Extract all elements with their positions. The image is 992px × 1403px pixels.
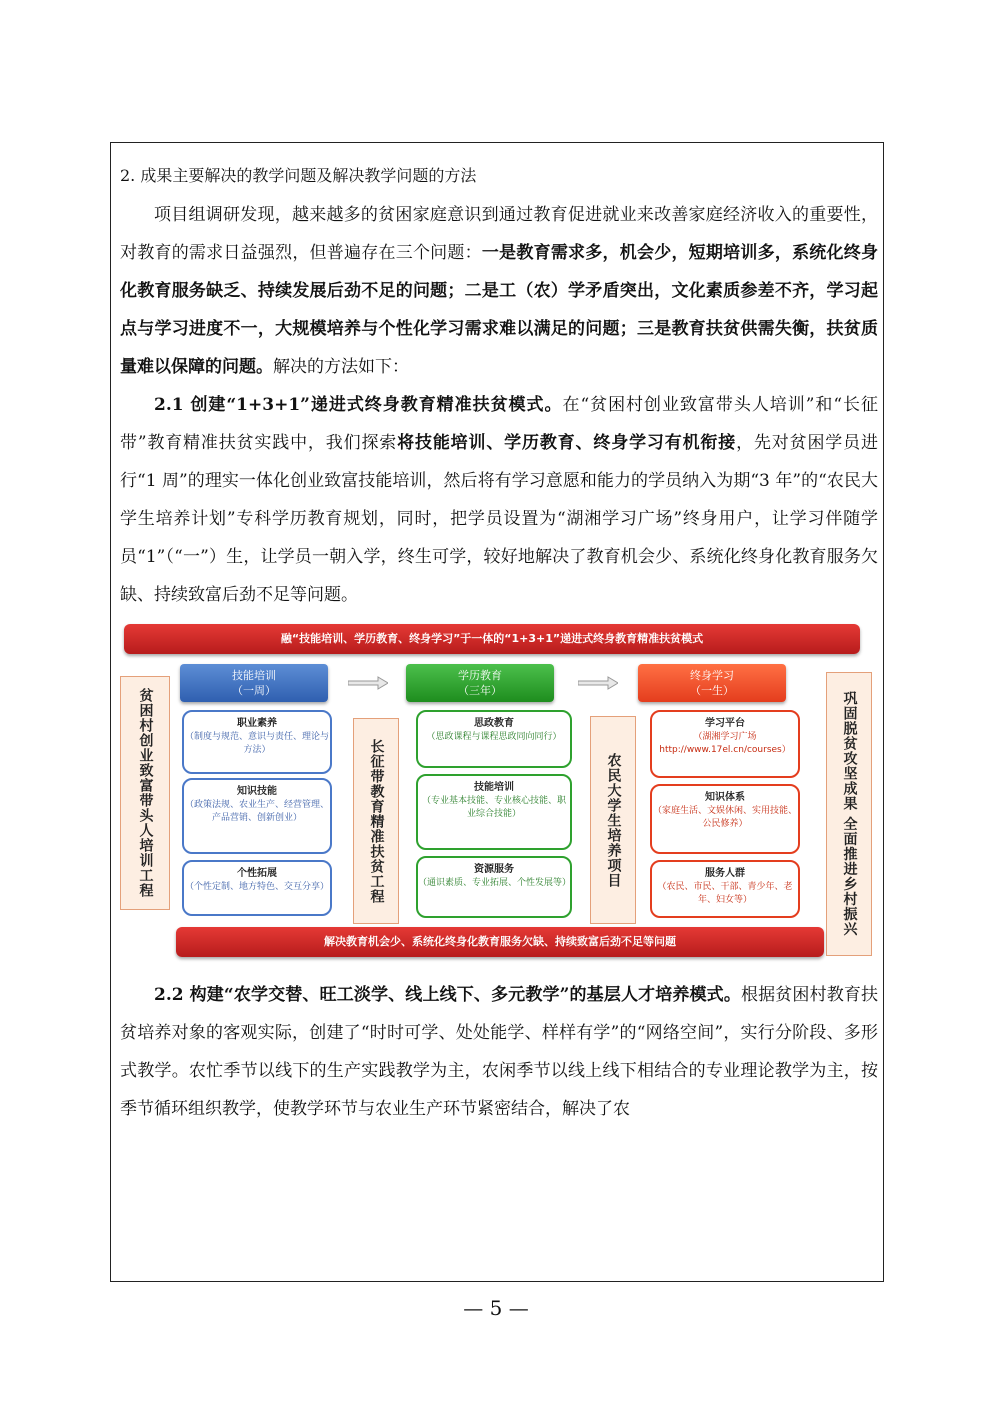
card-service-groups <box>650 860 800 918</box>
card-desc: （个性定制、地方特色、交互分享） <box>184 882 329 892</box>
vertical-label-left: 贫困村创业致富带头人培训工程 <box>120 676 170 910</box>
vertical-label-middle-1: 长征带教育精准扶贫工程 <box>353 718 399 924</box>
card-skill-training <box>416 774 572 850</box>
text-span: 解决的方法如下： <box>273 357 409 377</box>
diagram-top-banner: 融“技能培训、学历教育、终身学习”于一体的“1+3+1”递进式终身教育精准扶贫模式 <box>124 624 860 654</box>
bold-span: 将技能培训、学历教育、终身学习有机衔接 <box>397 433 737 453</box>
card-title: 服务人群 <box>705 868 745 879</box>
card-desc: （思政课程与课程思政同向同行） <box>426 732 562 742</box>
column-header-lifelong <box>638 664 786 702</box>
card-personal-development <box>182 860 332 916</box>
arrow-right-icon <box>348 676 388 690</box>
column-header-academic <box>406 664 554 702</box>
card-title: 知识体系 <box>705 792 745 803</box>
card-desc: （家庭生活、文娱休闲、实用技能、公民修养） <box>652 806 797 829</box>
card-desc: （政策法规、农业生产、经营管理、产品营销、创新创业） <box>184 800 329 823</box>
card-title: 技能培训 <box>474 782 514 793</box>
card-knowledge-skills <box>182 778 332 854</box>
text-span: 在“贫困村创业致富带头人培训”和“长征带”教育精准扶贫实践中，我们探索 <box>120 395 879 453</box>
vertical-label-middle-2: 农民大学生培养项目 <box>590 716 636 924</box>
diagram-bottom-banner: 解决教育机会少、系统化终身化教育服务欠缺、持续致富后劲不足等问题 <box>176 927 824 957</box>
column-subtitle: （三年） <box>458 684 502 697</box>
card-desc: （制度与规范、意识与责任、理论与方法） <box>184 732 329 755</box>
arrow-right-icon <box>578 676 618 690</box>
card-desc: （湖湘学习广场 http://www.17el.cn/courses） <box>659 732 791 755</box>
bold-span: 2.2 构建“农学交替、旺工淡学、线上线下、多元教学”的基层人才培养模式。 <box>154 985 741 1005</box>
card-desc: （农民、市民、干部、青少年、老年、妇女等） <box>657 882 793 905</box>
text-span: ，先对贫困学员进行“1 周”的理实一体化创业致富技能培训，然后将有学习意愿和能力的学员纳入为期“3 年”的“农民大学生培养计划”专科学历教育规划，同时，把学员设置为“湖湘学习广场”终身用户，让学习伴随学员“1”（“一”）生，让学员一朝入学，终生可学，较好地解决了教育机会少、系统化终身化教育服务欠缺、持续致富后劲不足等问题。 <box>120 433 878 605</box>
model-diagram <box>120 624 878 964</box>
card-title: 学习平台 <box>705 718 745 729</box>
card-title: 思政教育 <box>474 718 514 729</box>
section-heading: 2. 成果主要解决的教学问题及解决教学问题的方法 <box>120 166 477 185</box>
column-subtitle: （一生） <box>690 684 734 697</box>
card-title: 个性拓展 <box>237 868 277 879</box>
card-ideological-education <box>416 710 572 768</box>
column-title: 终身学习 <box>690 669 734 682</box>
card-title: 资源服务 <box>474 864 514 875</box>
paragraph-problems <box>120 196 878 386</box>
column-title: 学历教育 <box>458 669 502 682</box>
column-title: 技能培训 <box>232 669 276 682</box>
card-knowledge-system <box>650 784 800 854</box>
column-header-skills <box>180 664 328 702</box>
paragraph-2-1 <box>120 386 878 614</box>
text-span: 根据贫困村教育扶贫培养对象的客观实际，创建了“时时可学、处处能学、样样有学”的“网络空间”，实行分阶段、多形式教学。农忙季节以线下的生产实践教学为主，农闲季节以线上线下相结合的专业理论教学为主，按季节循环组织教学，使教学环节与农业生产环节紧密结合，解决了农 <box>120 985 878 1119</box>
page-number: — 5 — <box>463 1296 529 1320</box>
card-desc: （通识素质、专业拓展、个性发展等） <box>418 878 572 888</box>
bold-span: 2.1 创建“1+3+1”递进式终身教育精准扶贫模式。 <box>154 395 563 415</box>
vertical-label-right: 巩固脱贫攻坚成果 全面推进乡村振兴 <box>826 672 872 956</box>
card-title: 知识技能 <box>237 786 277 797</box>
card-title: 职业素养 <box>237 718 277 729</box>
card-learning-platform <box>650 710 800 778</box>
content-area <box>120 162 878 1128</box>
paragraph-2-2 <box>120 976 878 1128</box>
bold-span: 一是教育需求多，机会少，短期培训多，系统化终身化教育服务缺乏、持续发展后劲不足的问题；二是工（农）学矛盾突出，文化素质参差不齐，学习起点与学习进度不一，大规模培养与个性化学习需求难以满足的问题；三是教育扶贫供需失衡，扶贫质量难以保障的问题。 <box>120 243 879 377</box>
column-subtitle: （一周） <box>232 684 276 697</box>
card-desc: （专业基本技能、专业核心技能、职业综合技能） <box>421 796 566 819</box>
card-resource-services <box>416 856 572 918</box>
card-professional-quality <box>182 710 332 774</box>
text-span: 项目组调研发现，越来越多的贫困家庭意识到通过教育促进就业来改善家庭经济收入的重要性，对教育的需求日益强烈，但普遍存在三个问题： <box>120 205 878 263</box>
